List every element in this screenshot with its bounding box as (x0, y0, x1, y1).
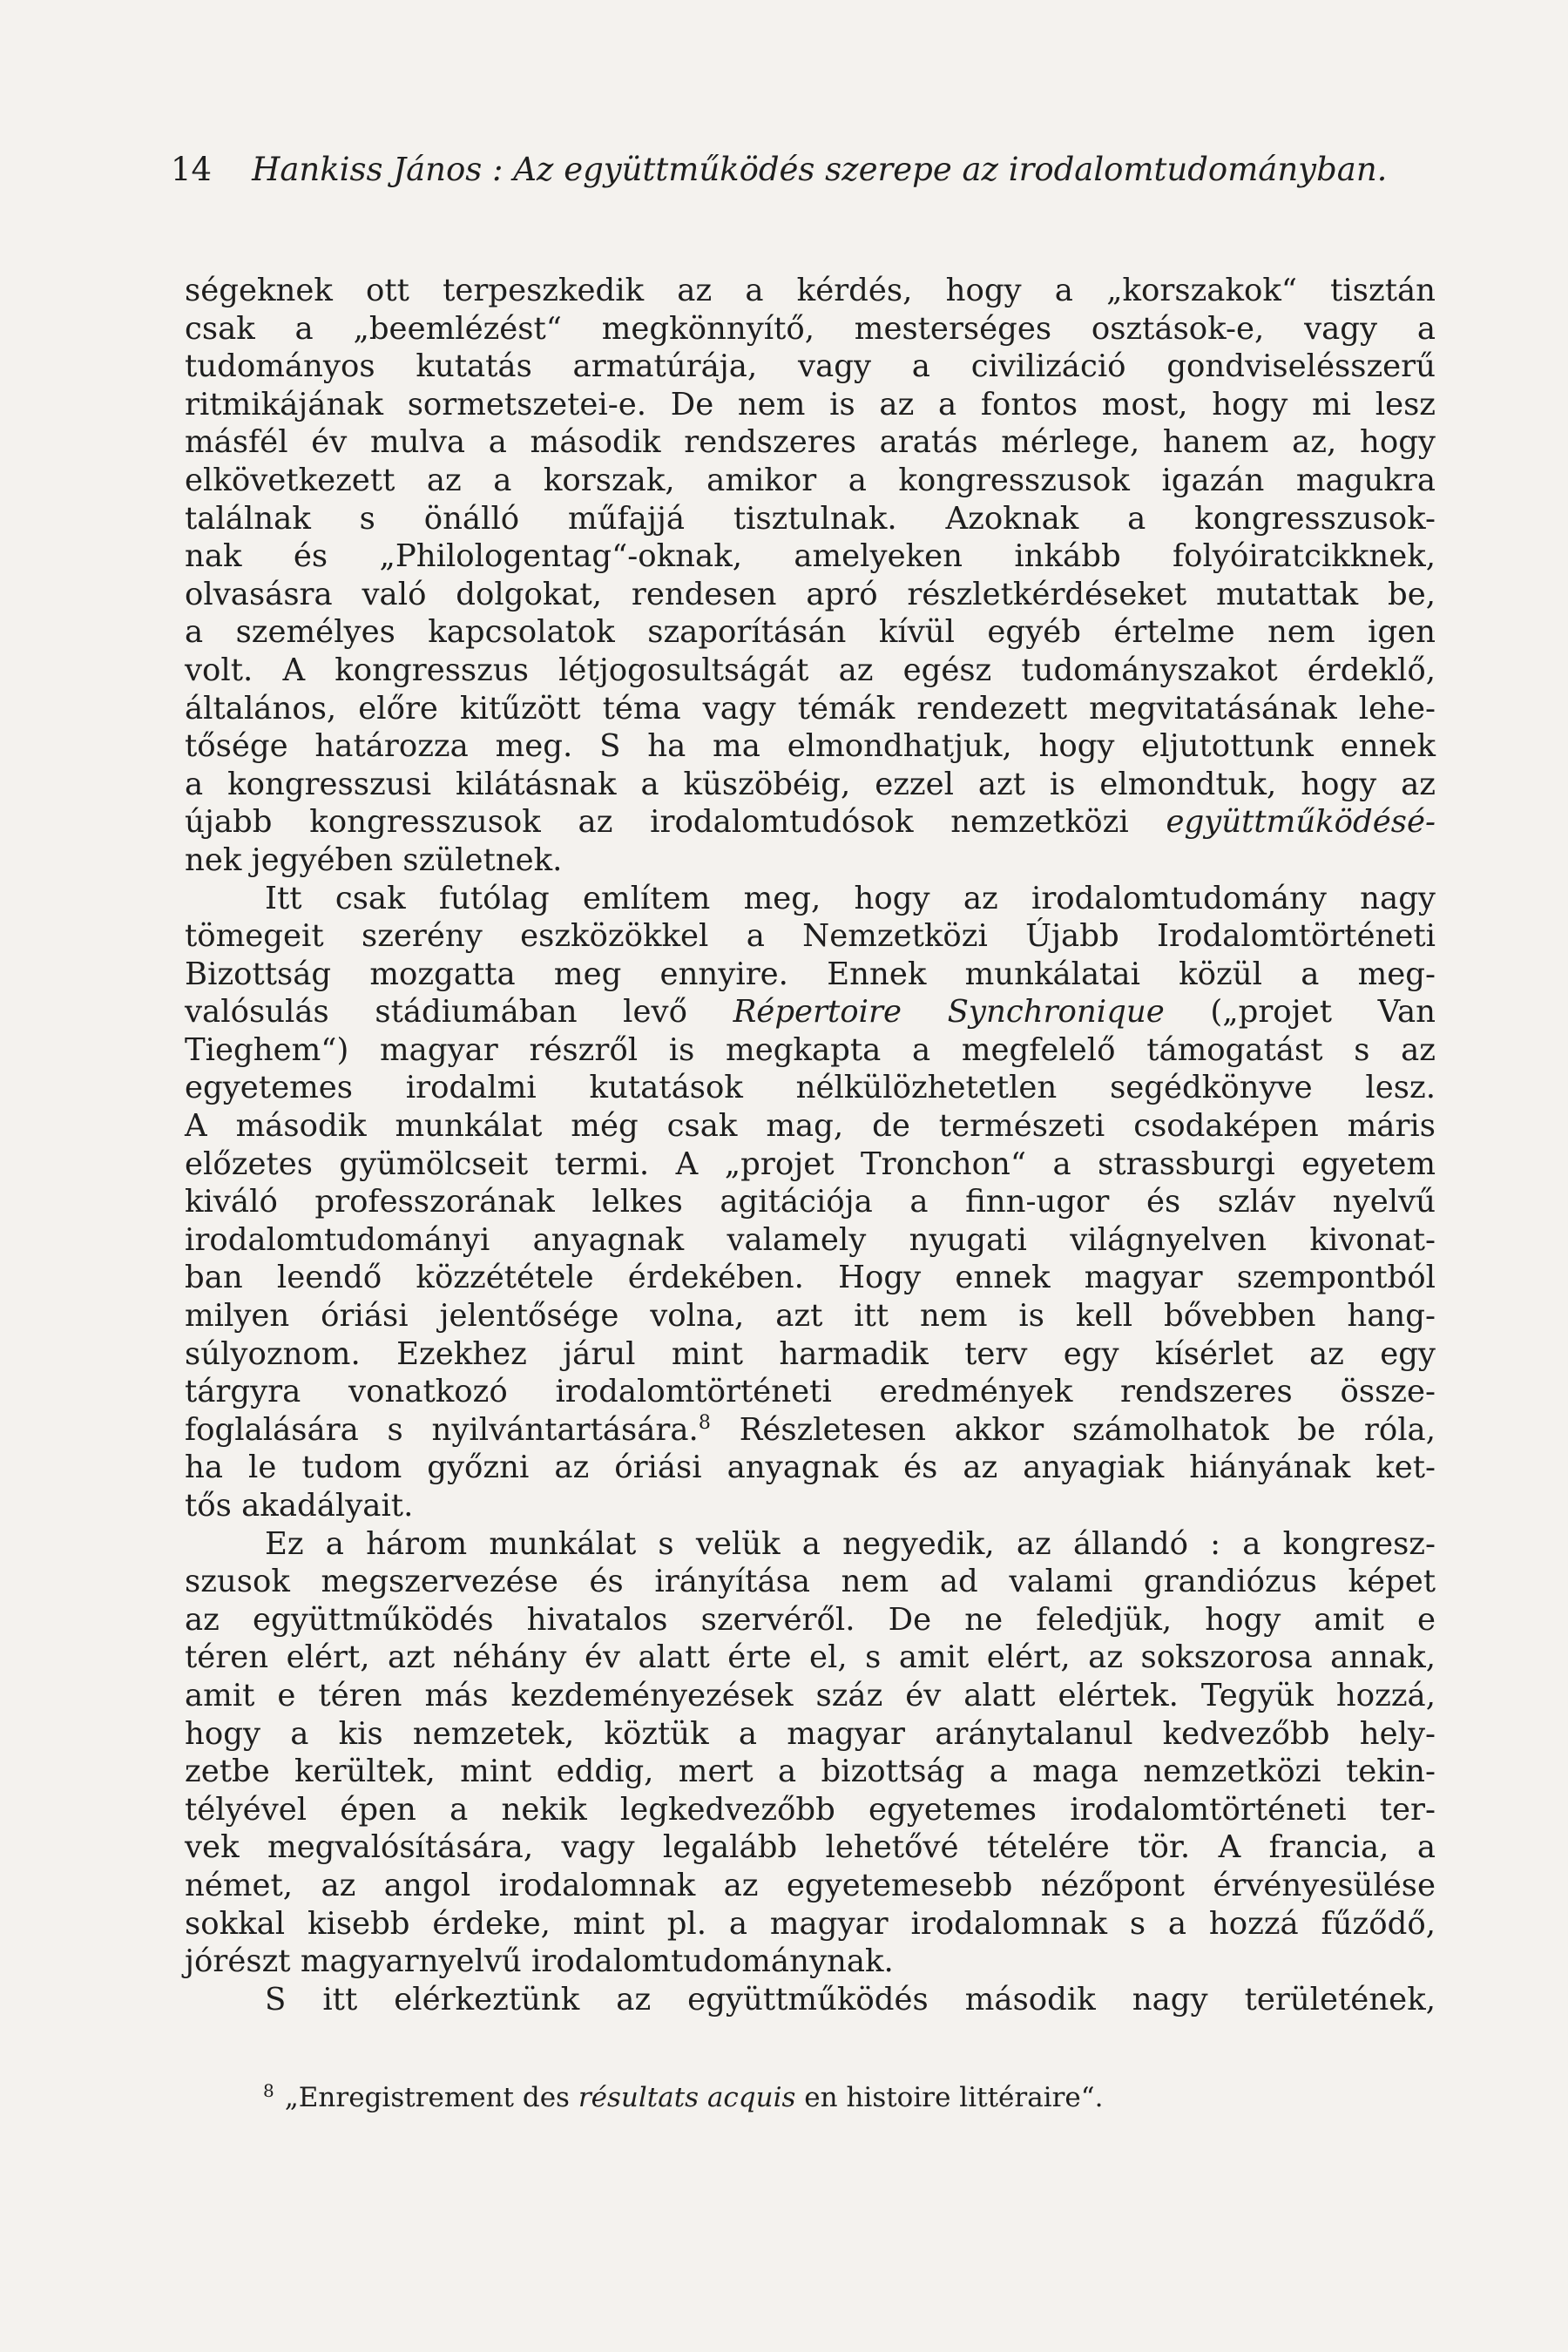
text-line (185, 1031, 1436, 1070)
text-run: tősége határozza meg. S ha ma elmondhatjuk, hogy eljutottunk ennek (185, 728, 1436, 765)
text-line (185, 1563, 1436, 1601)
footnote-reference: 8 (698, 1411, 711, 1434)
text-line (185, 1487, 1436, 1525)
text-run: A második munkálat még csak mag, de természeti csodaképen máris (185, 1108, 1436, 1145)
text-run: csak a „beemlézést“ megkönnyítő, mesterséges osztások-e, vagy a (185, 310, 1436, 347)
text-run: Tieghem“) magyar részről is megkapta a megfelelő támogatást s az (185, 1031, 1436, 1068)
text-run: Itt csak futólag említem meg, hogy az irodalomtudomány nagy (265, 880, 1436, 916)
text-line (185, 1828, 1436, 1867)
footnote-text-italic: résultats acquis (578, 2082, 796, 2113)
text-run: tős akadályait. (185, 1488, 414, 1524)
text-run: egyetemes irodalmi kutatások nélkülözhetetlen segédkönyve lesz. (185, 1070, 1436, 1106)
text-run: ha le tudom győzni az óriási anyagnak és az anyagiak hiányának ket- (185, 1450, 1436, 1486)
text-line (185, 1411, 1436, 1450)
text-line (185, 1221, 1436, 1260)
text-run: amit e téren más kezdeményezések száz év alatt elértek. Tegyük hozzá, (185, 1677, 1436, 1713)
text-run: német, az angol irodalomnak az egyetemesebb nézőpont érvényesülése (185, 1867, 1436, 1903)
text-line (185, 500, 1436, 538)
text-run: találnak s önálló műfajjá tisztulnak. Azoknak a kongresszusok- (185, 500, 1436, 537)
text-run: ritmikájának sormetszetei-e. De nem is az a fontos most, hogy mi lesz (185, 386, 1436, 422)
text-line (185, 1259, 1436, 1297)
text-line (185, 727, 1436, 766)
text-line (185, 1791, 1436, 1829)
text-run: zetbe kerültek, mint eddig, mert a bizottság a maga nemzetközi tekin- (185, 1754, 1436, 1790)
text-run: hogy a kis nemzetek, köztük a magyar aránytalanul kedvezőbb hely- (185, 1715, 1436, 1752)
text-line (185, 462, 1436, 500)
text-run: Bizottság mozgatta meg ennyire. Ennek munkálatai közül a meg- (185, 956, 1436, 992)
text-run: ban leendő közzététele érdekében. Hogy ennek magyar szempontból (185, 1260, 1436, 1296)
text-line (185, 690, 1436, 728)
text-run: valósulás stádiumában levő (185, 994, 733, 1031)
text-line (185, 1867, 1436, 1905)
text-line (185, 766, 1436, 804)
text-line (185, 993, 1436, 1031)
text-run: sokkal kisebb érdeke, mint pl. a magyar irodalomnak s a hozzá fűződő, (185, 1905, 1436, 1942)
text-run: általános, előre kitűzött téma vagy témák rendezett megvitatásának lehe- (185, 690, 1436, 727)
text-run: ségeknek ott terpeszkedik az a kérdés, hogy a „korszakok“ tisztán (185, 273, 1436, 308)
text-run: tárgyra vonatkozó irodalomtörténeti eredmények rendszeres össze- (185, 1374, 1436, 1410)
text-run: („projet Van (1164, 994, 1436, 1031)
page-number: 14 (171, 151, 213, 188)
text-line (185, 310, 1436, 348)
footnote-text-end: en histoire littéraire“. (795, 2082, 1104, 2113)
text-line (185, 613, 1436, 652)
text-run: előzetes gyümölcseit termi. A „projet Tronchon“ a strassburgi egyetem (185, 1146, 1436, 1182)
text-line (185, 1753, 1436, 1791)
text-line (185, 956, 1436, 994)
text-run: jórészt magyarnyelvű irodalomtudománynak. (185, 1943, 894, 1980)
text-run: nek jegyében születnek. (185, 841, 563, 878)
text-run: az együttműködés hivatalos szervéről. De ne feledjük, hogy amit e (185, 1601, 1436, 1638)
text-line (185, 1905, 1436, 1943)
text-line (185, 841, 1436, 880)
text-line (185, 1069, 1436, 1107)
footnote (185, 2080, 1436, 2115)
text-run: a személyes kapcsolatok szaporításán kívül egyéb értelme nem igen (185, 614, 1436, 651)
text-line (185, 1601, 1436, 1639)
text-run: Ez a három munkálat s velük a negyedik, az állandó : a kongresz- (265, 1525, 1436, 1562)
text-run: tömegeit szerény eszközökkel a Nemzetközi Újabb Irodalomtörténeti (185, 918, 1436, 955)
text-run: milyen óriási jelentősége volna, azt itt nem is kell bővebben hang- (185, 1298, 1436, 1335)
text-line (185, 1146, 1436, 1184)
text-line (185, 1449, 1436, 1487)
text-run: S itt elérkeztünk az együttműködés második nagy területének, (265, 1981, 1436, 2017)
text-line (185, 1107, 1436, 1146)
text-line (185, 652, 1436, 690)
text-run: kiváló professzorának lelkes agitációja a finn-ugor és szláv nyelvű (185, 1184, 1436, 1220)
text-run: elkövetkezett az a korszak, amikor a kongresszusok igazán magukra (185, 462, 1436, 498)
text-line (185, 386, 1436, 424)
text-line (185, 880, 1436, 918)
italic-text: együttműködésé- (1166, 804, 1436, 841)
text-run: Részletesen akkor számolhatok be róla, (710, 1411, 1436, 1448)
italic-text: Répertoire Synchronique (733, 994, 1165, 1031)
running-head-title: Hankiss János : Az együttműködés szerepe az irodalomtudományban. (252, 151, 1388, 188)
text-run: télyével épen a nekik legkedvezőbb egyetemes irodalomtörténeti ter- (185, 1791, 1436, 1828)
text-line (185, 1525, 1436, 1564)
text-line (185, 1715, 1436, 1754)
body-text (185, 272, 1436, 2018)
text-line (185, 1373, 1436, 1411)
text-line (185, 1297, 1436, 1335)
text-run: újabb kongresszusok az irodalomtudósok nemzetközi (185, 804, 1166, 841)
text-run: irodalomtudományi anyagnak valamely nyugati világnyelven kivonat- (185, 1221, 1436, 1258)
text-run: vek megvalósítására, vagy legalább lehetővé tételére tör. A francia, a (185, 1829, 1436, 1866)
text-line (185, 1335, 1436, 1374)
text-line (185, 272, 1436, 310)
text-line (185, 423, 1436, 462)
text-run: szusok megszervezése és irányítása nem ad valami grandiózus képet (185, 1564, 1436, 1600)
text-line (185, 1943, 1436, 1981)
text-line (185, 803, 1436, 841)
text-run: másfél év mulva a második rendszeres aratás mérlege, hanem az, hogy (185, 424, 1436, 461)
text-line (185, 1639, 1436, 1677)
text-line (185, 537, 1436, 576)
text-line (185, 1677, 1436, 1715)
running-head (171, 150, 1434, 190)
footnote-text-start: „Enregistrement des (284, 2082, 578, 2113)
text-run: volt. A kongresszus létjogosultságát az egész tudományszakot érdeklő, (185, 652, 1436, 688)
text-line (185, 917, 1436, 956)
text-run: tudományos kutatás armatúrája, vagy a civilizáció gondviselésszerű (185, 348, 1436, 385)
text-run: téren elért, azt néhány év alatt érte el, s amit elért, az sokszorosa annak, (185, 1639, 1436, 1676)
text-run: súlyoznom. Ezekhez járul mint harmadik terv egy kísérlet az egy (185, 1335, 1436, 1372)
footnote-marker: 8 (263, 2079, 274, 2101)
text-line (185, 1183, 1436, 1221)
text-line (185, 576, 1436, 614)
text-run: a kongresszusi kilátásnak a küszöbéig, ezzel azt is elmondtuk, hogy az (185, 766, 1436, 802)
text-line (185, 348, 1436, 386)
text-run: olvasásra való dolgokat, rendesen apró részletkérdéseket mutattak be, (185, 576, 1436, 612)
text-line (185, 1981, 1436, 2019)
text-run: foglalására s nyilvántartására. (185, 1411, 699, 1448)
text-run: nak és „Philologentag“-oknak, amelyeken inkább folyóiratcikknek, (185, 538, 1436, 575)
